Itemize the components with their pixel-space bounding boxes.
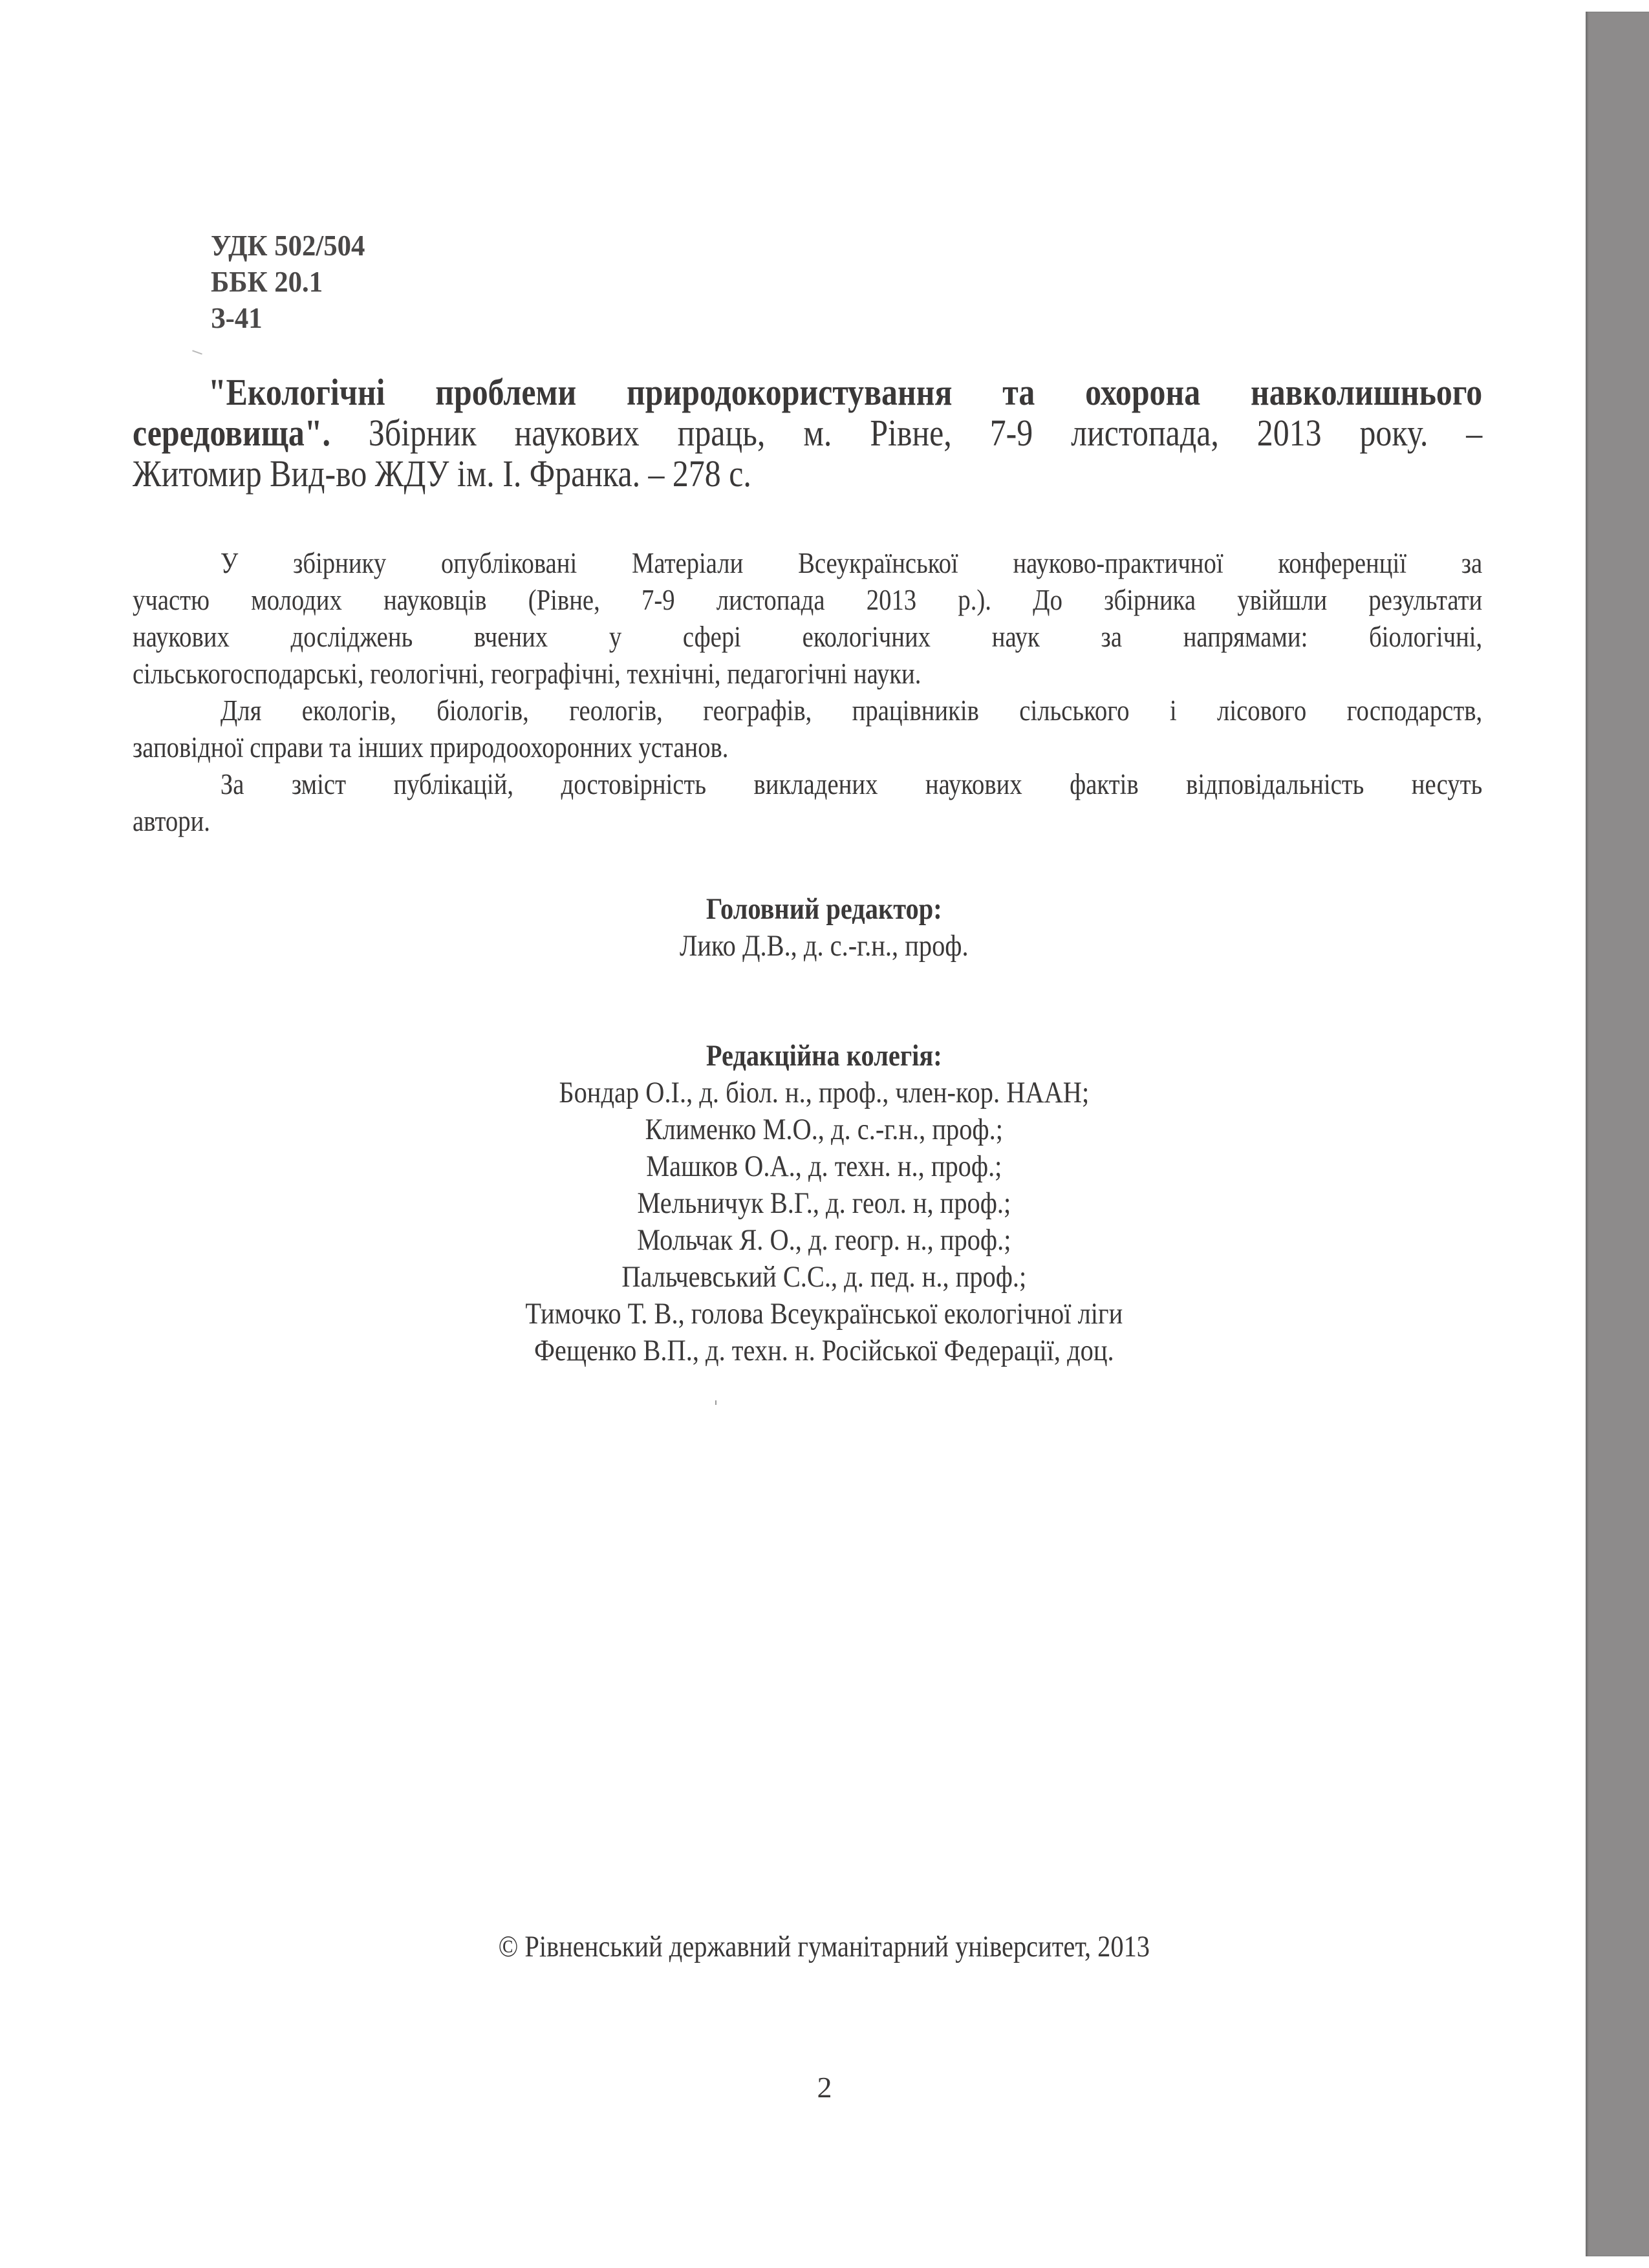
publication-details: Збірник наукових праць, м. Рівне, 7-9 листопада, 2013 року. – — [330, 412, 1483, 454]
abstract-line: автори. — [133, 805, 210, 837]
board-member: Клименко М.О., д. с.-г.н., проф.; — [645, 1113, 1003, 1146]
bibliographic-title — [133, 372, 1482, 494]
board-member: Бондар О.І., д. біол. н., проф., член-кор. НААН; — [559, 1076, 1090, 1109]
scan-artifact — [192, 350, 202, 354]
abstract-line: У збірнику опубліковані Матеріали Всеукраїнської науково-практичної конференції за — [220, 547, 1483, 579]
title-line: "Екологічні проблеми природокористування та охорона навколишнього — [208, 371, 1483, 413]
title-end: середовища". — [133, 412, 330, 454]
board-member: Пальчевський С.С., д. пед. н., проф.; — [621, 1260, 1027, 1294]
board-member: Мельничук В.Г., д. геол. н, проф.; — [637, 1186, 1011, 1220]
udk-code: УДК 502/504 — [211, 229, 365, 262]
board-member: Мольчак Я. О., д. геогр. н., проф.; — [637, 1223, 1011, 1257]
board-member: Фещенко В.П., д. техн. н. Російської Федерації, доц. — [534, 1334, 1114, 1367]
classification-codes — [211, 228, 376, 336]
abstract — [133, 545, 1482, 840]
bbk-code: ББК 20.1 — [211, 265, 323, 298]
copyright-text: © Рівненський державний гуманітарний університет, 2013 — [498, 1930, 1150, 1963]
abstract-line: сільськогосподарські, геологічні, географічні, технічні, педагогічні науки. — [133, 658, 921, 690]
abstract-line: За зміст публікацій, достовірність викладених наукових фактів відповідальність несуть — [220, 768, 1483, 800]
board-member: Машков О.А., д. техн. н., проф.; — [646, 1150, 1002, 1183]
author-mark: З-41 — [211, 301, 263, 334]
board-member: Тимочко Т. В., голова Всеукраїнської екологічної ліги — [525, 1297, 1123, 1331]
abstract-line: Для екологів, біологів, геологів, географів, працівників сільського і лісового господарств, — [220, 694, 1483, 727]
editorial-board-heading: Редакційна колегія: — [706, 1039, 942, 1073]
abstract-line: наукових досліджень вчених у сфері екологічних наук за напрямами: біологічні, — [133, 621, 1483, 653]
chief-editor-name: Лико Д.В., д. с.-г.н., проф. — [679, 929, 969, 963]
copyright-notice — [0, 1929, 1649, 1965]
abstract-line: заповідної справи та інших природоохоронних установ. — [133, 731, 729, 764]
page-number: 2 — [817, 2071, 832, 2104]
chief-editor-heading: Головний редактор: — [706, 892, 942, 926]
abstract-line: участю молодих науковців (Рівне, 7-9 листопада 2013 р.). До збірника увійшли результати — [133, 584, 1483, 616]
publisher-line: Житомир Вид-во ЖДУ ім. І. Франка. – 278 с. — [133, 453, 751, 495]
chief-editor-section — [0, 891, 1649, 965]
editorial-board-section — [0, 1038, 1649, 1369]
scan-artifact — [715, 1400, 717, 1405]
title-line — [133, 412, 1482, 453]
